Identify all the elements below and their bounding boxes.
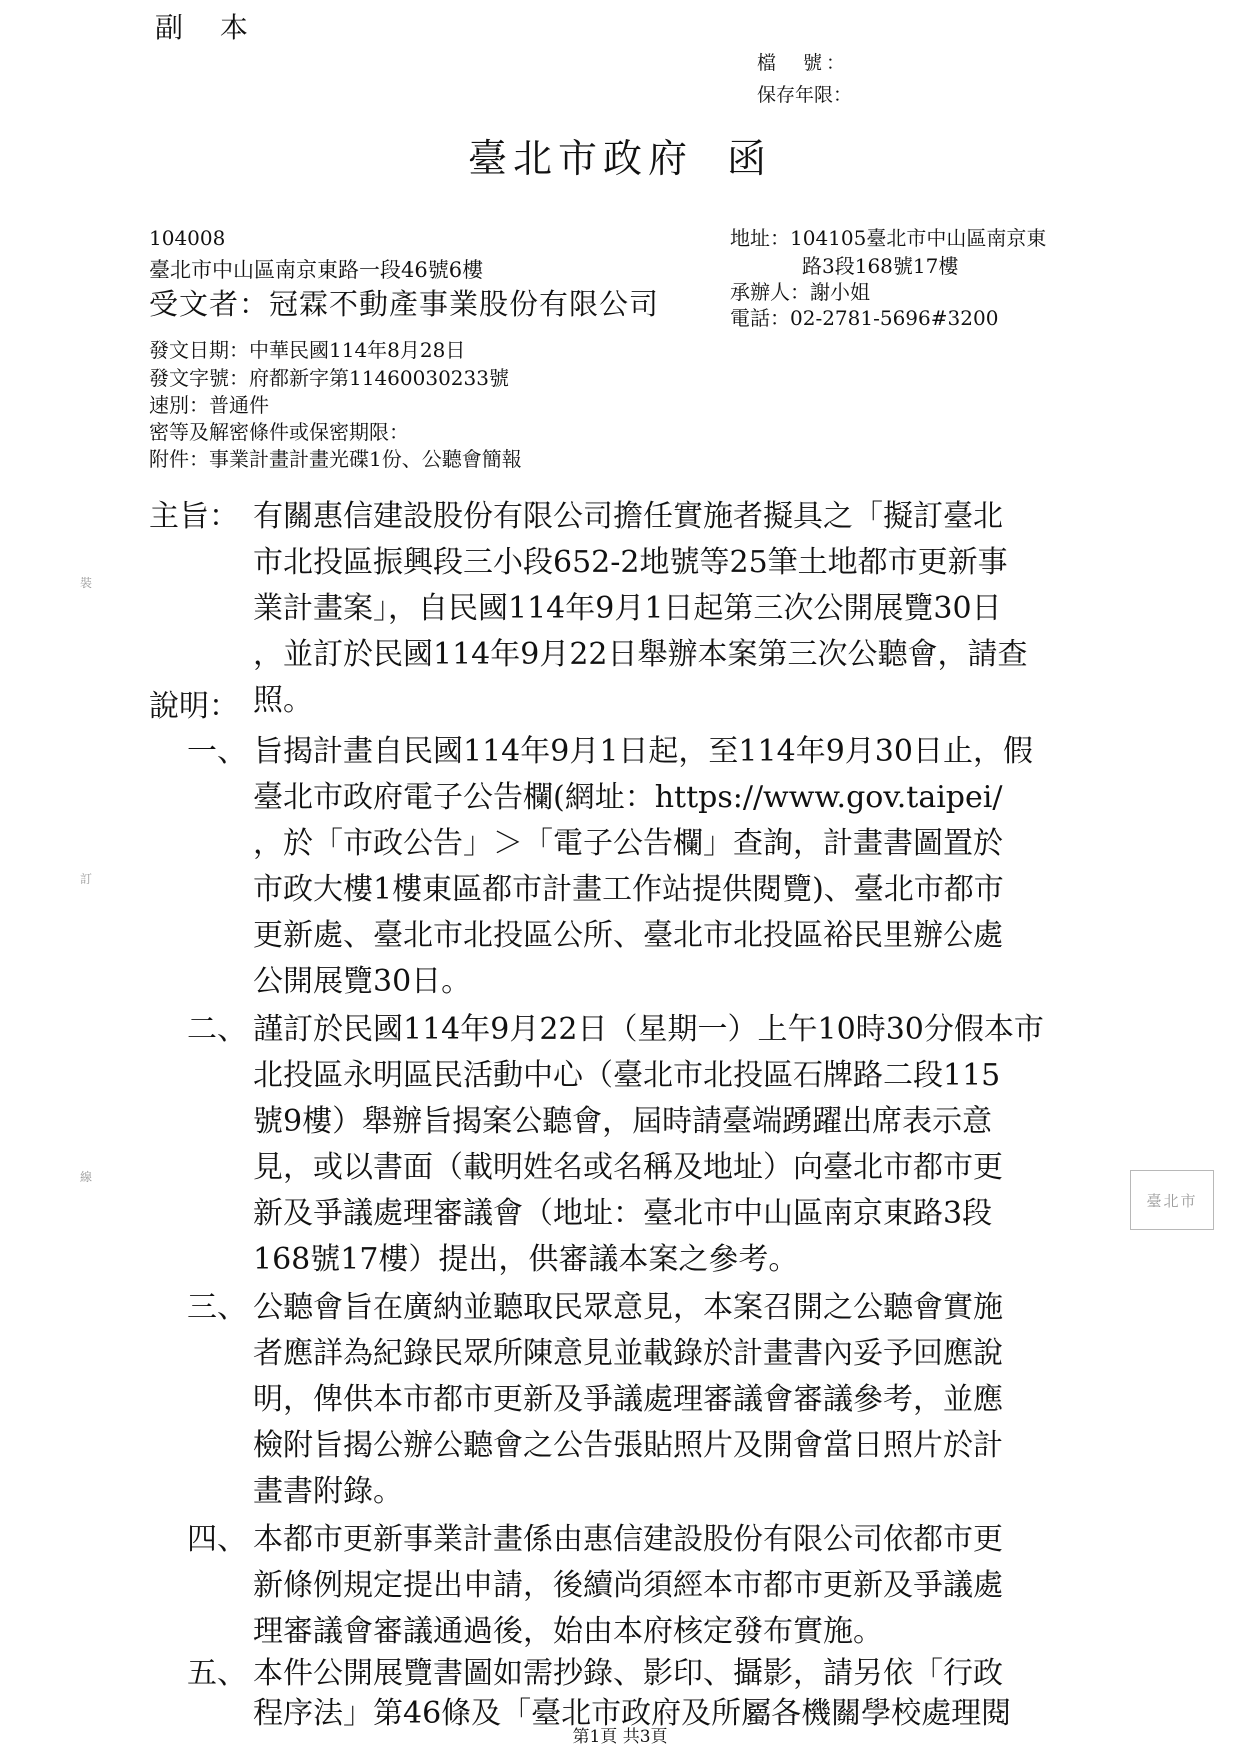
item-line: 市政大樓1樓東區都市計畫工作站提供閱覽)、臺北市都市 [253,872,1004,907]
item-number: 三、 [187,1290,247,1325]
item-line: 本件公開展覽書圖如需抄錄、影印、攝影，請另依「行政 [253,1656,1003,1691]
item-number: 一、 [187,734,247,769]
item-line: 理審議會審議通過後，始由本府核定發布實施。 [253,1614,883,1649]
subject-label: 主旨： [149,499,239,534]
security-level: 密等及解密條件或保密期限： [149,420,409,444]
subject-line: 市北投區振興段三小段652-2地號等25筆土地都市更新事 [253,545,1008,580]
item-line: 臺北市政府電子公告欄(網址：https://www.gov.taipei/ [253,780,1003,815]
margin-mark-bind: 裝 [80,576,93,590]
sender-contact: 承辦人：謝小姐 [730,280,870,304]
recipient-zip: 104008 [149,226,226,250]
copy-mark: 副 本 [155,11,262,44]
official-stamp: 臺北市 [1130,1170,1214,1230]
item-line: 168號17樓）提出，供審議本案之參考。 [253,1242,799,1277]
item-line: 程序法」第46條及「臺北市政府及所屬各機關學校處理閱 [253,1696,1012,1731]
item-line: 北投區永明區民活動中心（臺北市北投區石牌路二段115 [253,1058,1001,1093]
attachments: 附件：事業計畫計畫光碟1份、公聽會簡報 [149,447,522,471]
description-label: 說明： [149,689,239,724]
document-number: 發文字號：府都新字第11460030233號 [149,366,509,390]
item-line: 畫書附錄。 [253,1474,403,1509]
issue-date: 發文日期：中華民國114年8月28日 [149,338,466,362]
item-number: 二、 [187,1012,247,1047]
item-line: 新條例規定提出申請，後續尚須經本市都市更新及爭議處 [253,1568,1003,1603]
item-line: 公開展覽30日。 [253,964,472,999]
subject-line: 有關惠信建設股份有限公司擔任實施者擬具之「擬訂臺北 [253,499,1003,534]
item-number: 四、 [187,1522,247,1557]
page-number: 第1頁 共3頁 [572,1727,668,1747]
item-number: 五、 [187,1656,247,1691]
recipient-name: 受文者：冠霖不動產事業股份有限公司 [149,287,660,321]
document-title [0,128,1240,184]
sender-address-line2: 路3段168號17樓 [802,254,959,278]
item-line: 旨揭計畫自民國114年9月1日起，至114年9月30日止，假 [253,734,1033,769]
delivery-speed: 速別：普通件 [149,393,269,417]
item-line: 新及爭議處理審議會（地址：臺北市中山區南京東路3段 [253,1196,993,1231]
agency-name: 臺北市政府 [467,137,693,182]
sender-phone: 電話：02-2781-5696#3200 [730,306,999,330]
recipient-address: 臺北市中山區南京東路一段46號6樓 [149,258,484,282]
item-line: 明，俾供本市都市更新及爭議處理審議會審議參考，並應 [253,1382,1003,1417]
margin-mark-line: 線 [80,1170,93,1184]
item-line: 更新處、臺北市北投區公所、臺北市北投區裕民里辦公處 [253,918,1003,953]
document-type: 函 [727,137,773,182]
subject-line: 業計畫案」，自民國114年9月1日起第三次公開展覽30日 [253,591,1002,626]
item-line: 檢附旨揭公辦公聽會之公告張貼照片及開會當日照片於計 [253,1428,1003,1463]
sender-address-line1: 地址：104105臺北市中山區南京東 [730,226,1047,250]
item-line: 號9樓）舉辦旨揭案公聽會，屆時請臺端踴躍出席表示意 [253,1104,993,1139]
item-line: 見，或以書面（載明姓名或名稱及地址）向臺北市都市更 [253,1150,1003,1185]
item-line: 公聽會旨在廣納並聽取民眾意見，本案召開之公聽會實施 [253,1290,1003,1325]
item-line: 本都市更新事業計畫係由惠信建設股份有限公司依都市更 [253,1522,1003,1557]
margin-mark-staple: 訂 [80,872,93,886]
retention-period-label: 保存年限： [757,84,853,106]
item-line: ，於「市政公告」＞「電子公告欄」查詢，計畫書圖置於 [253,826,1003,861]
item-line: 者應詳為紀錄民眾所陳意見並載錄於計畫書內妥予回應說 [253,1336,1003,1371]
subject-line: 照。 [253,683,313,718]
file-number-label: 檔 號： [757,52,850,74]
item-line: 謹訂於民國114年9月22日（星期一）上午10時30分假本市 [253,1012,1044,1047]
subject-line: ，並訂於民國114年9月22日舉辦本案第三次公聽會，請查 [253,637,1028,672]
